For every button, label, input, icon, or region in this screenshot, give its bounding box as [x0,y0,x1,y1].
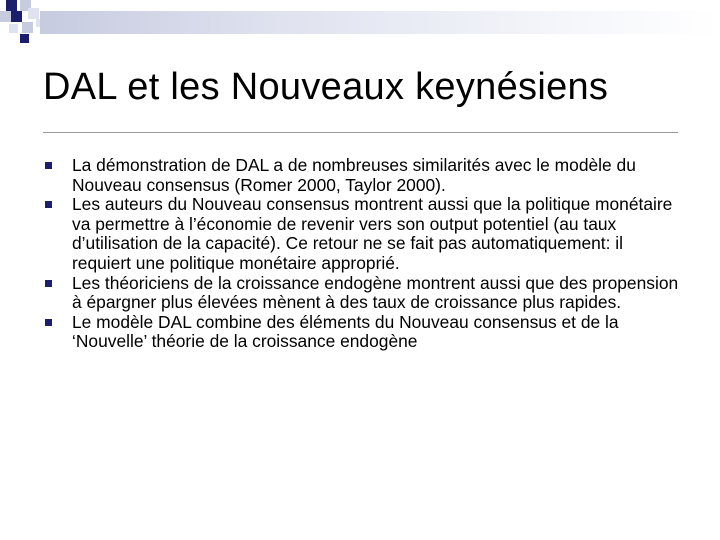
title-divider [43,132,678,133]
bullet-text: Les théoriciens de la croissance endogène montrent aussi que des propension à épargner plus élevées mènent à des taux de croissance plus rapides. [72,272,679,313]
bullet-text: La démonstration de DAL a de nombreuses similarités avec le modèle du Nouveau consensus (Romer 2000, Taylor 2000). [72,155,636,195]
bullet-text: Le modèle DAL combine des éléments du Nouveau consensus et de la ‘Nouvelle’ théorie de la croissance endogène [72,311,619,352]
decor-square-light [22,22,33,33]
decor-square-dark [11,11,22,22]
decor-square-dark [6,0,17,11]
bullet-item [43,274,683,313]
decor-square-light [9,24,18,33]
square-bullet-icon [45,319,52,326]
header-gradient-band [40,11,720,34]
decor-square-light [0,11,11,22]
decor-square-dark [20,34,29,43]
bullet-list [43,156,683,352]
square-bullet-icon [45,201,52,208]
decor-square-light [28,8,39,19]
bullet-item [43,195,683,273]
bullet-item [43,156,683,195]
slide-title: DAL et les Nouveaux keynésiens [43,66,609,108]
square-bullet-icon [45,162,52,169]
square-bullet-icon [45,280,52,287]
bullet-item [43,313,683,352]
bullet-text: Les auteurs du Nouveau consensus montrent aussi que la politique monétaire va permettre à l’économie de revenir vers son output potentiel (au taux d’utilisation de la capacité). Ce retour ne se fait pas automatiquement: il requiert une politique monétaire approprié. [72,194,673,273]
